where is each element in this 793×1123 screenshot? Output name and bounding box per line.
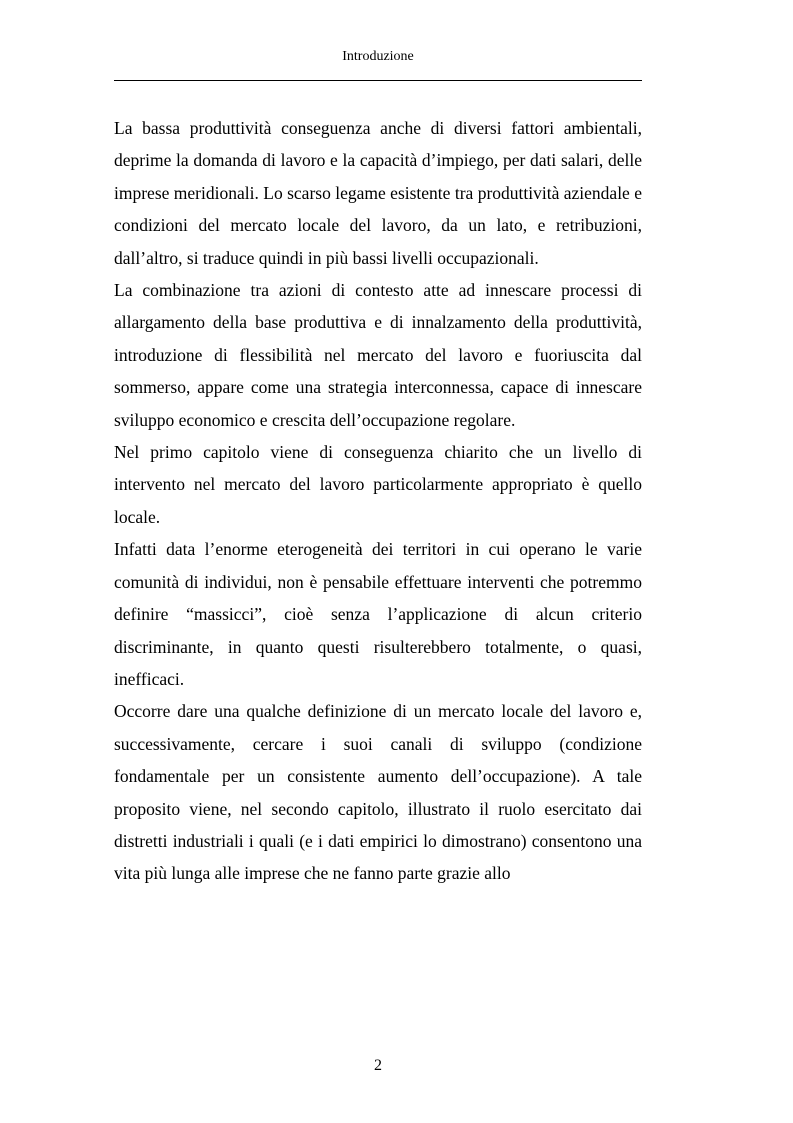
body-text: [114, 112, 642, 890]
page-number: 2: [374, 1057, 382, 1074]
running-header: Introduzione: [342, 49, 414, 64]
paragraph-2: La combinazione tra azioni di contesto atte ad innescare processi di allargamento della base produttiva e di innalzamento della produttività, introduzione di flessibilità nel mercato del lavoro e fuoriuscita dal sommerso, appare come una strategia interconnessa, capace di innescare sviluppo economico e crescita dell’occupazione regolare.: [114, 280, 642, 430]
paragraph-1: La bassa produttività conseguenza anche di diversi fattori ambientali, deprime la domanda di lavoro e la capacità d’impiego, per dati salari, delle imprese meridionali. Lo scarso legame esistente tra produttività aziendale e condizioni del mercato locale del lavoro, da un lato, e retribuzioni, dall’altro, si traduce quindi in più bassi livelli occupazionali.: [114, 118, 642, 268]
paragraph-4: Infatti data l’enorme eterogeneità dei territori in cui operano le varie comunità di individui, non è pensabile effettuare interventi che potremmo definire “massicci”, cioè senza l’applicazione di alcun criterio discriminante, in quanto questi risulterebbero totalmente, o quasi, inefficaci.: [114, 539, 642, 689]
paragraph-5: Occorre dare una qualche definizione di un mercato locale del lavoro e, successivamente, cercare i suoi canali di sviluppo (condizione fondamentale per un consistente aumento dell’occupazione). A tale proposito viene, nel secondo capitolo, illustrato il ruolo esercitato dai distretti industriali i quali (e i dati empirici lo dimostrano) consentono una vita più lunga alle imprese che ne fanno parte grazie allo: [114, 701, 642, 884]
header-rule: [114, 80, 642, 81]
paragraph-3: Nel primo capitolo viene di conseguenza chiarito che un livello di intervento nel mercato del lavoro particolarmente appropriato è quello locale.: [114, 442, 642, 527]
